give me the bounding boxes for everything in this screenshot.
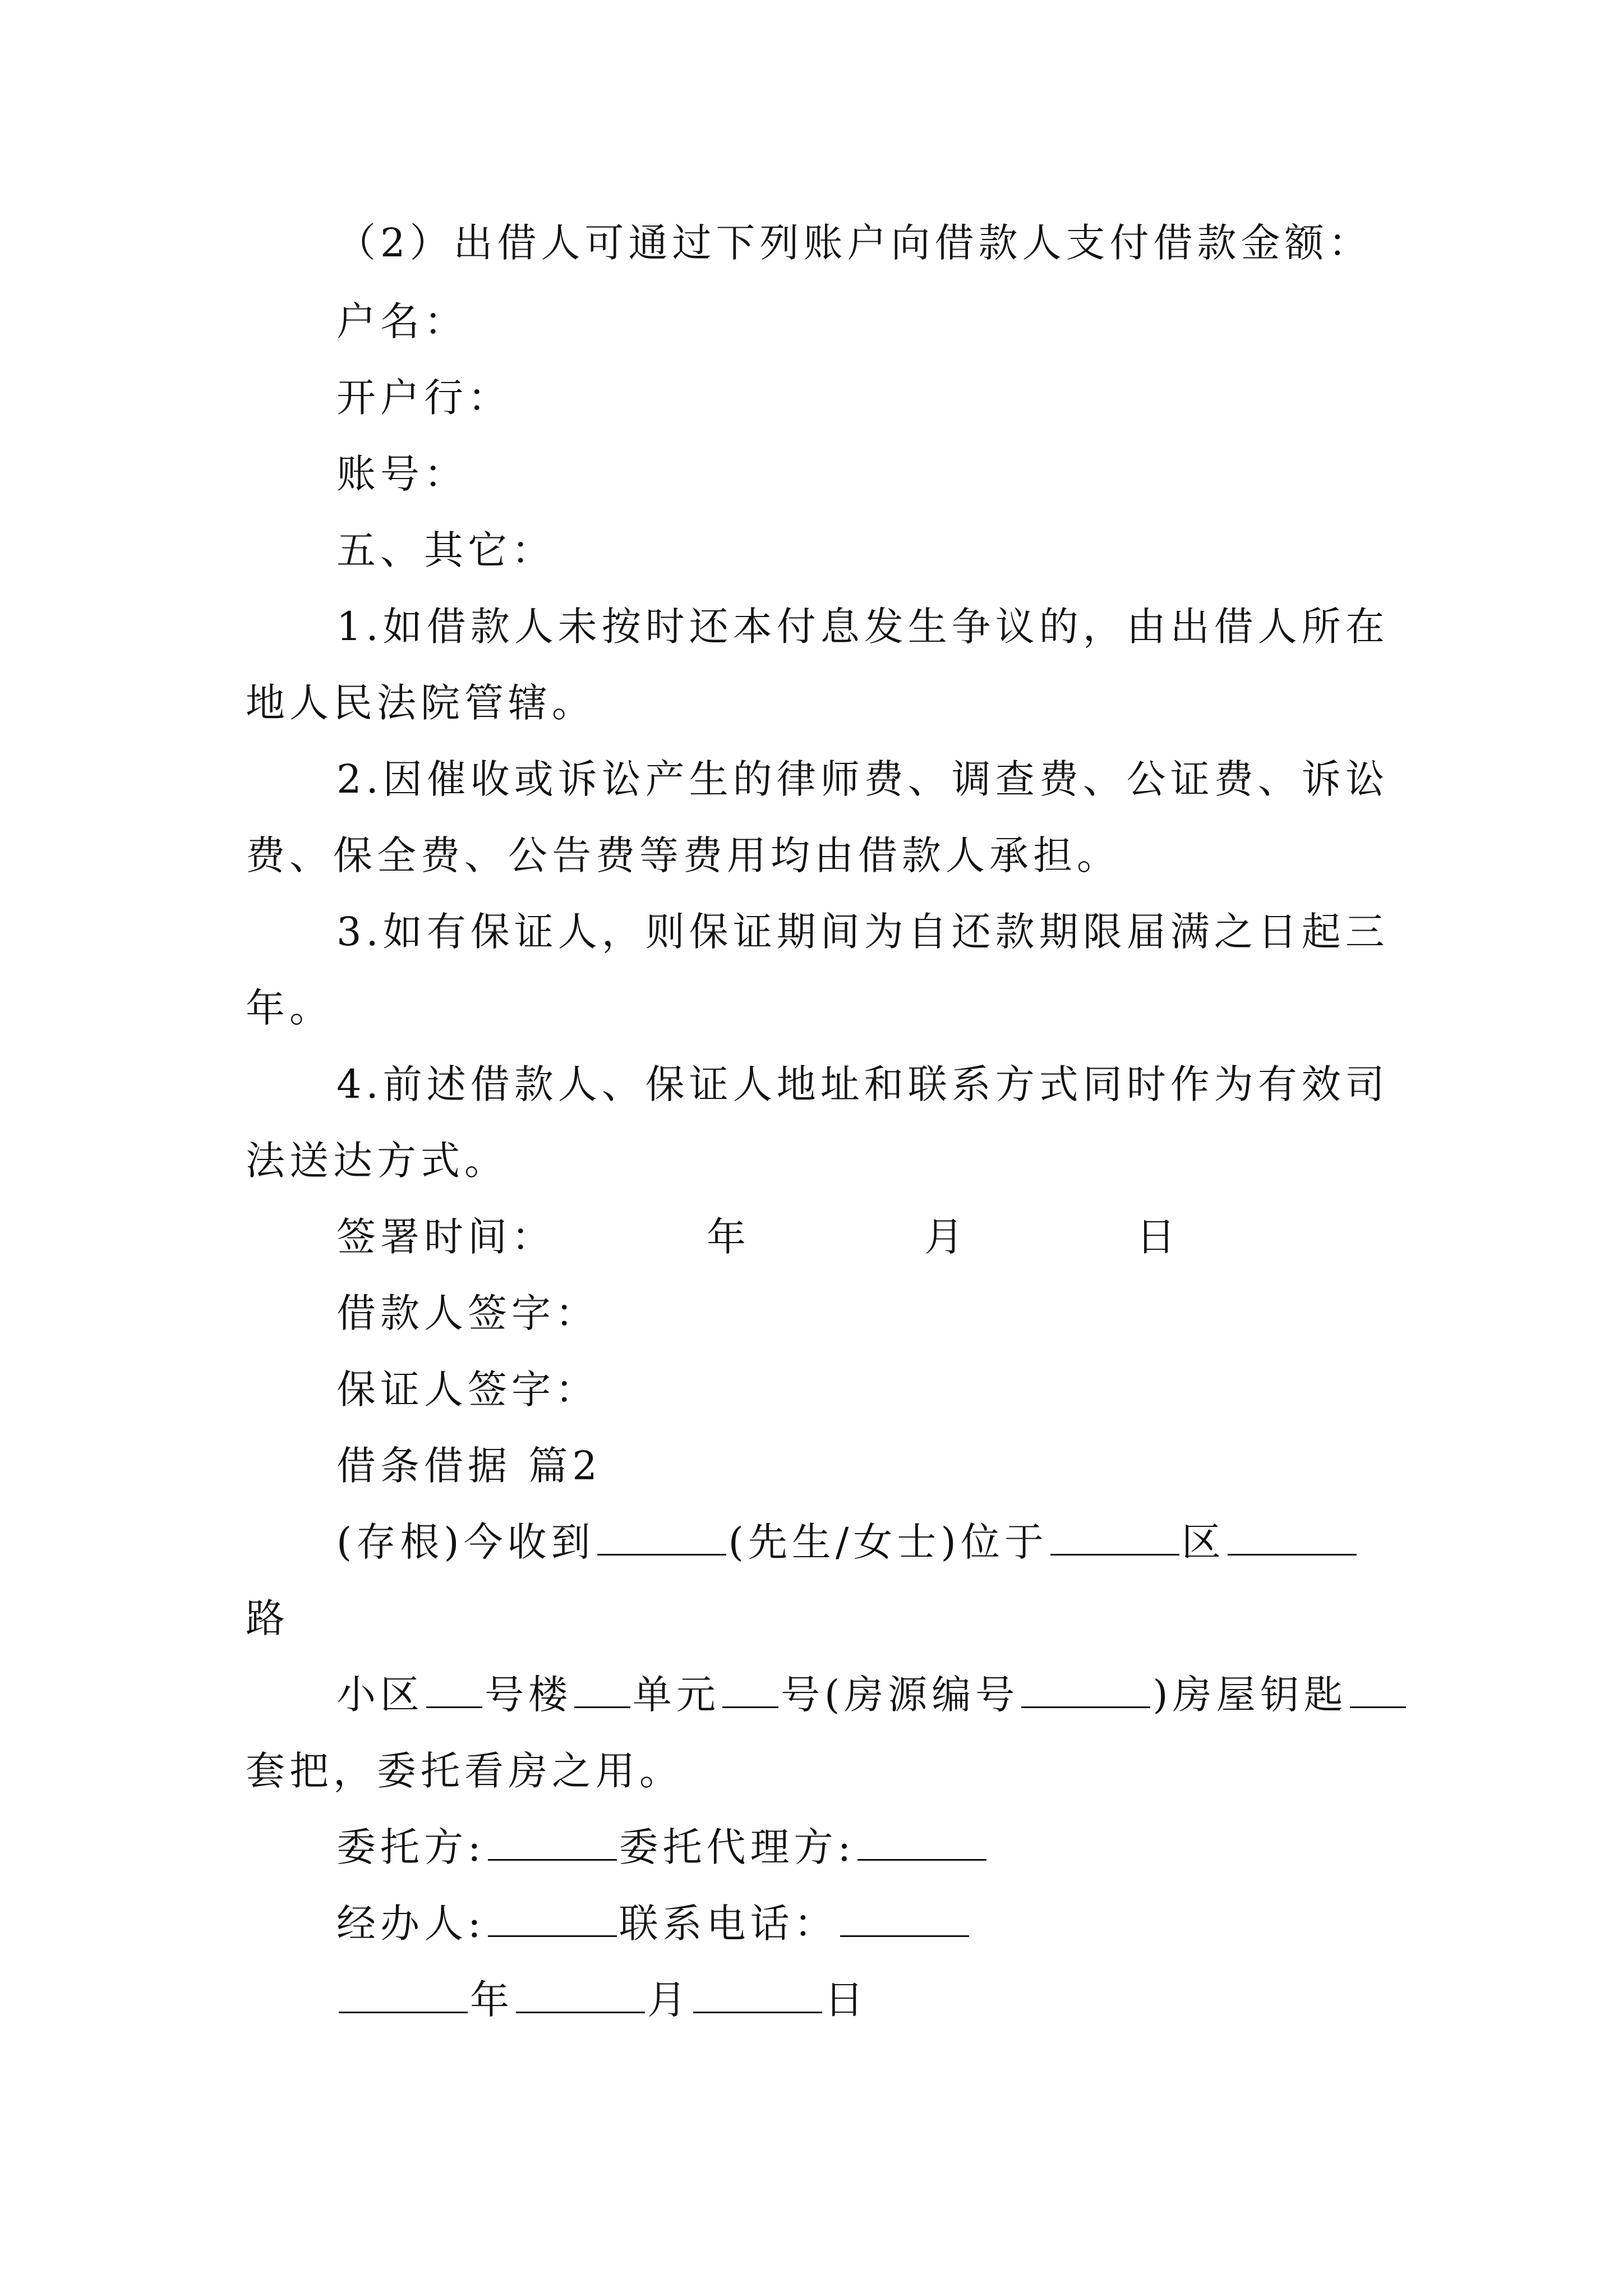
receipt-date-month: 月	[647, 1977, 691, 2023]
receipt-handler-label: 经办人:	[336, 1901, 486, 1947]
borrower-signature: 借款人签字：	[336, 1290, 599, 1336]
receipt-agent-label: 委托代理方:	[619, 1824, 856, 1870]
paragraph-account-intro: （2）出借人可通过下列账户向借款人支付借款金额：	[336, 220, 1372, 266]
signing-date-label: 签署时间：	[336, 1214, 555, 1260]
clause-2-line-2: 费、保全费、公告费等费用均由借款人承担。	[246, 832, 1121, 878]
clause-3-line-1: 3.如有保证人，则保证期间为自还款期限届满之日起三	[336, 909, 1389, 955]
clause-4-line-1: 4.前述借款人、保证人地址和联系方式同时作为有效司	[336, 1061, 1389, 1107]
field-account-number: 账号：	[336, 451, 468, 497]
receipt-client-label: 委托方:	[336, 1824, 486, 1870]
blank-listing-number	[1021, 1672, 1150, 1708]
receipt-line-1	[336, 1517, 1359, 1567]
blank-road	[1228, 1519, 1357, 1556]
receipt-line-3	[336, 1669, 1408, 1720]
section-heading-other: 五、其它：	[336, 527, 555, 573]
clause-3-line-2: 年。	[246, 985, 333, 1031]
receipt-parties-line	[336, 1822, 989, 1872]
blank-key-count	[1350, 1672, 1406, 1708]
clause-2-line-1: 2.因催收或诉讼产生的律师费、调查费、公证费、诉讼	[336, 756, 1389, 802]
receipt-text-community: 小区	[336, 1672, 424, 1718]
section-title-part-2: 借条借据 篇2	[336, 1443, 602, 1489]
blank-client	[488, 1824, 617, 1861]
blank-month	[516, 1977, 645, 2013]
receipt-text-district: 区	[1181, 1519, 1225, 1565]
signing-date-month: 月	[924, 1214, 968, 1260]
receipt-line-2: 路	[246, 1595, 289, 1641]
clause-4-line-2: 法送达方式。	[246, 1138, 508, 1184]
blank-building	[426, 1672, 482, 1708]
clause-1-line-1: 1.如借款人未按时还本付息发生争议的，由出借人所在	[336, 604, 1389, 650]
blank-day	[693, 1977, 822, 2013]
receipt-text-listing: 号(房源编号	[781, 1672, 1020, 1718]
receipt-date-day: 日	[824, 1977, 868, 2023]
receipt-text-located: (先生/女士)位于	[728, 1519, 1048, 1565]
receipt-date-line	[336, 1975, 868, 2025]
signing-date-line	[336, 1212, 1180, 1262]
guarantor-signature: 保证人签字：	[336, 1366, 599, 1412]
field-bank: 开户行：	[336, 375, 511, 421]
blank-district	[1050, 1519, 1179, 1556]
receipt-text-unit: 单元	[633, 1672, 720, 1718]
blank-name	[597, 1519, 726, 1556]
clause-1-line-2: 地人民法院管辖。	[246, 680, 596, 726]
receipt-phone-label: 联系电话：	[619, 1901, 838, 1947]
signing-date-day: 日	[1136, 1214, 1180, 1260]
blank-handler	[488, 1901, 617, 1937]
receipt-line-4: 套把，委托看房之用。	[246, 1748, 683, 1794]
blank-year	[339, 1977, 468, 2013]
blank-room	[722, 1672, 778, 1708]
receipt-handler-line	[336, 1898, 971, 1949]
receipt-text-building: 号楼	[485, 1672, 572, 1718]
blank-phone	[840, 1901, 969, 1937]
signing-date-year: 年	[707, 1214, 750, 1260]
field-account-name: 户名：	[336, 298, 468, 344]
receipt-date-year: 年	[470, 1977, 514, 2023]
receipt-text-received: (存根)今收到	[336, 1519, 595, 1565]
blank-unit	[574, 1672, 630, 1708]
blank-agent	[857, 1824, 986, 1861]
receipt-text-keys: )房屋钥匙	[1152, 1672, 1348, 1718]
